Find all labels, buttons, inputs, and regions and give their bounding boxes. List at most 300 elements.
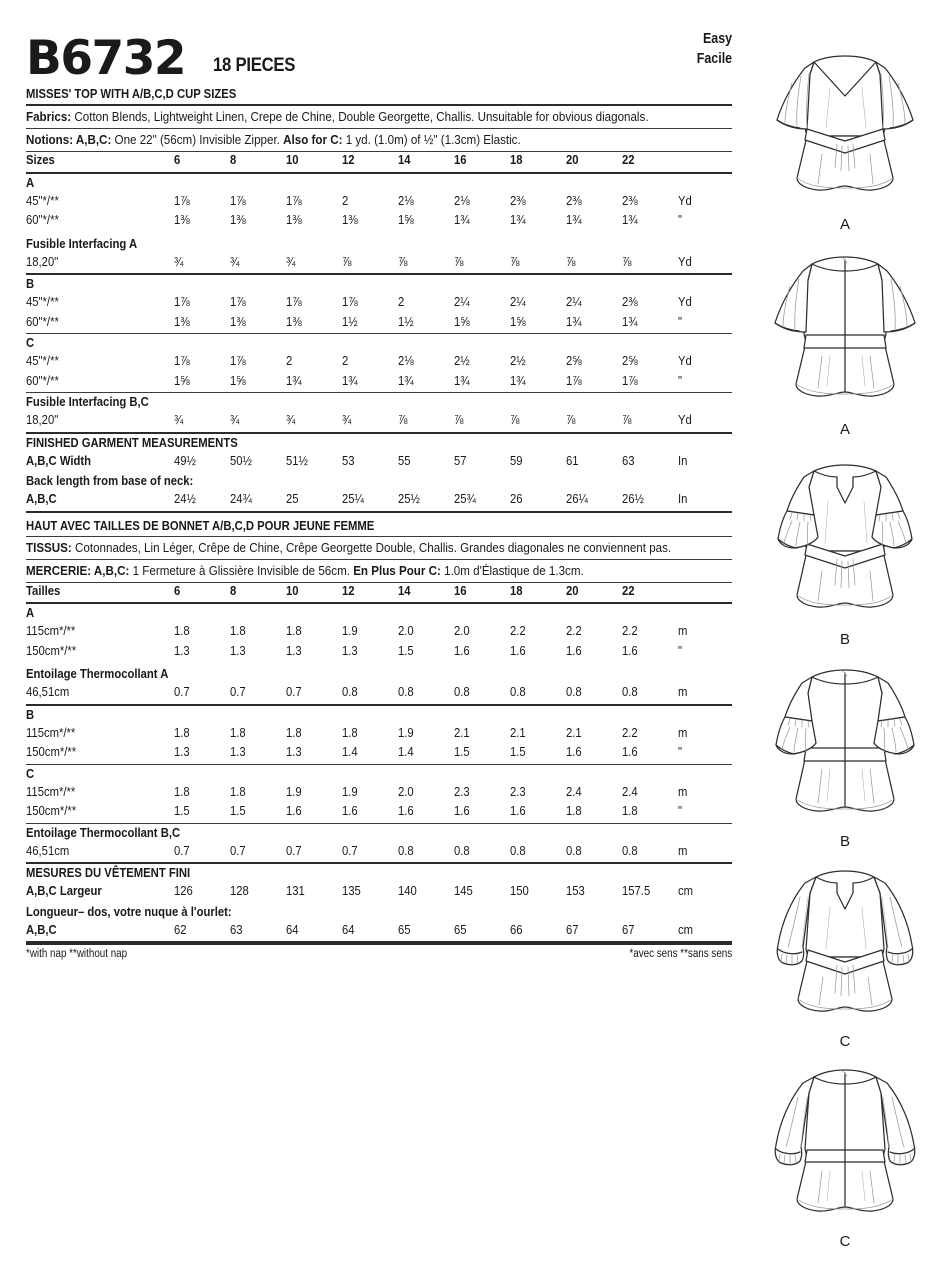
english-fabrics bbox=[26, 106, 732, 128]
row-value: 59 bbox=[510, 452, 523, 468]
row-value: 1¾ bbox=[510, 212, 526, 228]
row-value: 126 bbox=[174, 883, 193, 899]
row-value: 1⅝ bbox=[230, 372, 246, 388]
row-value: 1⅞ bbox=[286, 294, 302, 310]
illustration-a-front bbox=[752, 28, 938, 238]
row-value: 2⅜ bbox=[566, 192, 582, 208]
illustration-label: C bbox=[839, 1033, 851, 1050]
table-row bbox=[26, 684, 732, 704]
row-value: 64 bbox=[342, 921, 355, 937]
row-value: 50½ bbox=[230, 452, 252, 468]
illustration-c-back bbox=[752, 1053, 938, 1253]
notions-label: Notions: A,B,C: bbox=[26, 132, 112, 148]
row-unit: Yd bbox=[678, 253, 692, 269]
size-header-8: 8 bbox=[230, 582, 237, 598]
row-value: 1.6 bbox=[566, 642, 582, 658]
row-value: 1.8 bbox=[230, 783, 246, 799]
row-value: 1⅜ bbox=[174, 212, 190, 228]
row-label: 150cm*/** bbox=[26, 642, 77, 658]
row-value: 0.7 bbox=[286, 842, 302, 858]
unit-header bbox=[678, 583, 726, 598]
size-header-10: 10 bbox=[286, 152, 299, 168]
table-row bbox=[26, 353, 732, 373]
row-value: 1¾ bbox=[454, 372, 470, 388]
fabrics-text: Cotton Blends, Lightweight Linen, Crepe de Chine, Double Georgette, Challis. Unsuitable for obvious diagonals. bbox=[74, 109, 649, 124]
row-value: 1.5 bbox=[230, 803, 246, 819]
row-value: 1.8 bbox=[622, 803, 638, 819]
notions-label-2: Also for C: bbox=[283, 132, 343, 148]
row-value: 1.8 bbox=[174, 623, 190, 639]
row-value: 2¼ bbox=[510, 294, 526, 310]
row-value: 157.5 bbox=[622, 883, 651, 899]
english-title: MISSES' TOP WITH A/B,C,D CUP SIZES bbox=[26, 86, 237, 101]
table-row bbox=[26, 212, 732, 232]
row-value: ⅞ bbox=[622, 253, 632, 269]
row-value: ⅞ bbox=[566, 412, 576, 428]
difficulty-en: Easy bbox=[702, 31, 732, 47]
section-heading: Fusible Interfacing B,C bbox=[26, 394, 149, 410]
row-value: 24½ bbox=[174, 491, 196, 507]
row-value: 62 bbox=[174, 921, 187, 937]
row-label: 46,51cm bbox=[26, 684, 70, 700]
row-value: 0.7 bbox=[230, 684, 246, 700]
row-value: 51½ bbox=[286, 452, 308, 468]
row-value: 2⅛ bbox=[454, 192, 470, 208]
row-value: 1.3 bbox=[286, 744, 302, 760]
row-value: 1¾ bbox=[566, 313, 582, 329]
french-fabrics bbox=[26, 537, 732, 559]
row-value: 1¾ bbox=[286, 372, 302, 388]
row-value: 2.3 bbox=[454, 783, 470, 799]
row-value: 1.6 bbox=[286, 803, 302, 819]
table-row bbox=[26, 491, 732, 511]
row-value: 55 bbox=[398, 452, 411, 468]
size-header-22: 22 bbox=[622, 582, 635, 598]
row-value: 24¾ bbox=[230, 491, 252, 507]
row-value: 57 bbox=[454, 452, 467, 468]
row-value: 2.4 bbox=[566, 783, 582, 799]
row-value: 0.7 bbox=[230, 842, 246, 858]
size-header-12: 12 bbox=[342, 582, 355, 598]
french-notions bbox=[26, 560, 732, 582]
table-row bbox=[26, 453, 732, 473]
size-header-14: 14 bbox=[398, 582, 411, 598]
row-label: 18,20" bbox=[26, 412, 59, 428]
row-value: 1.3 bbox=[230, 744, 246, 760]
row-value: 26½ bbox=[622, 491, 644, 507]
footnote-left: *with nap **without nap bbox=[26, 948, 128, 961]
table-row bbox=[26, 373, 732, 393]
row-value: 0.7 bbox=[342, 842, 358, 858]
size-header-22: 22 bbox=[622, 152, 635, 168]
table-row bbox=[26, 623, 732, 643]
table-row bbox=[26, 843, 732, 863]
size-header-14: 14 bbox=[398, 152, 411, 168]
row-value: 1¾ bbox=[622, 313, 638, 329]
row-value: ⅞ bbox=[454, 412, 464, 428]
row-value: 1.8 bbox=[174, 783, 190, 799]
row-value: ⅞ bbox=[398, 412, 408, 428]
row-value: 0.8 bbox=[566, 684, 582, 700]
row-label: 60"*/** bbox=[26, 313, 59, 329]
row-value: 1.4 bbox=[342, 744, 358, 760]
row-value: 1⅞ bbox=[622, 372, 638, 388]
row-value: 1.8 bbox=[286, 724, 302, 740]
row-value: ¾ bbox=[286, 412, 296, 428]
row-value: 25½ bbox=[398, 491, 420, 507]
row-value: 1⅜ bbox=[174, 313, 190, 329]
section-heading: Longueur– dos, votre nuque à l'ourlet: bbox=[26, 903, 232, 919]
row-value: 2⅛ bbox=[398, 353, 414, 369]
row-unit: " bbox=[678, 803, 683, 819]
row-value: 0.8 bbox=[398, 684, 414, 700]
row-value: 0.7 bbox=[174, 684, 190, 700]
illustration-b-back bbox=[752, 653, 938, 853]
row-label: 150cm*/** bbox=[26, 803, 77, 819]
row-value: 1¾ bbox=[454, 212, 470, 228]
row-value: 1½ bbox=[342, 313, 358, 329]
notions-text-1: One 22" (56cm) Invisible Zipper. bbox=[114, 132, 280, 148]
row-value: 1⅜ bbox=[286, 212, 302, 228]
row-value: 1.6 bbox=[622, 744, 638, 760]
row-label: A,B,C Width bbox=[26, 452, 92, 468]
section-heading: Fusible Interfacing A bbox=[26, 235, 138, 251]
illustration-a-back bbox=[752, 238, 938, 443]
row-value: 1.4 bbox=[398, 744, 414, 760]
row-value: 49½ bbox=[174, 452, 196, 468]
row-value: 1⅞ bbox=[230, 353, 246, 369]
row-value: 1⅜ bbox=[230, 212, 246, 228]
row-value: 0.8 bbox=[398, 842, 414, 858]
row-value: 1⅜ bbox=[342, 212, 358, 228]
row-value: 65 bbox=[454, 921, 467, 937]
pattern-number: B6732 bbox=[26, 31, 186, 87]
row-value: 65 bbox=[398, 921, 411, 937]
row-value: 150 bbox=[510, 883, 529, 899]
row-label: 18,20" bbox=[26, 253, 59, 269]
row-value: 0.7 bbox=[286, 684, 302, 700]
table-row bbox=[26, 254, 732, 274]
fabrics-text: Cotonnades, Lin Léger, Crêpe de Chine, Crêpe Georgette Double, Challis. Grandes diagonales ne conviennent pas. bbox=[75, 539, 672, 555]
row-value: 1.3 bbox=[286, 642, 302, 658]
row-value: 1.5 bbox=[174, 803, 190, 819]
table-row bbox=[26, 725, 732, 745]
row-value: 2⅜ bbox=[622, 192, 638, 208]
row-value: 66 bbox=[510, 921, 523, 937]
row-value: ¾ bbox=[342, 412, 352, 428]
row-value: 1.8 bbox=[174, 724, 190, 740]
sizes-label: Sizes bbox=[26, 152, 55, 168]
notions-label-2: En Plus Pour C: bbox=[353, 562, 441, 578]
row-value: 1.6 bbox=[342, 803, 358, 819]
row-unit: cm bbox=[678, 921, 694, 937]
notions-text-2: 1.0m d'Élastique de 1.3cm. bbox=[444, 562, 584, 578]
english-yardage-table bbox=[26, 174, 732, 513]
section-heading: B bbox=[26, 276, 35, 292]
section-heading: Entoilage Thermocollant A bbox=[26, 666, 169, 682]
row-value: 1.9 bbox=[286, 783, 302, 799]
row-value: 2 bbox=[398, 294, 405, 310]
row-unit: " bbox=[678, 212, 683, 228]
row-value: 1.9 bbox=[342, 783, 358, 799]
english-notions bbox=[26, 129, 732, 151]
row-unit: In bbox=[678, 452, 688, 468]
illustration-label: A bbox=[839, 216, 850, 233]
size-header-20: 20 bbox=[566, 582, 579, 598]
row-unit: Yd bbox=[678, 192, 692, 208]
row-value: 1.8 bbox=[566, 803, 582, 819]
section-heading: B bbox=[26, 706, 35, 722]
row-value: 1⅞ bbox=[174, 192, 190, 208]
row-value: 128 bbox=[230, 883, 249, 899]
row-value: 0.8 bbox=[342, 684, 358, 700]
illustration-label: B bbox=[839, 833, 850, 850]
row-value: 153 bbox=[566, 883, 585, 899]
row-value: 1⅝ bbox=[174, 372, 190, 388]
row-label: 115cm*/** bbox=[26, 783, 76, 799]
row-value: 1.3 bbox=[174, 744, 190, 760]
spec-tables-column bbox=[26, 24, 732, 960]
table-row bbox=[26, 412, 732, 432]
section-heading: Entoilage Thermocollant B,C bbox=[26, 824, 181, 840]
row-value: 1⅞ bbox=[174, 294, 190, 310]
footnotes-row bbox=[26, 945, 732, 960]
table-row bbox=[26, 784, 732, 804]
row-unit: " bbox=[678, 744, 683, 760]
row-value: 140 bbox=[398, 883, 417, 899]
size-header-18: 18 bbox=[510, 152, 523, 168]
row-value: 1⅝ bbox=[510, 313, 526, 329]
row-value: ¾ bbox=[174, 253, 184, 269]
row-value: 53 bbox=[342, 452, 355, 468]
notions-text-2: 1 yd. (1.0m) of ½" (1.3cm) Elastic. bbox=[345, 132, 521, 148]
row-value: 1¾ bbox=[342, 372, 358, 388]
row-label: 46,51cm bbox=[26, 842, 70, 858]
row-value: 2 bbox=[342, 192, 349, 208]
size-header-12: 12 bbox=[342, 152, 355, 168]
row-value: 1⅞ bbox=[286, 192, 302, 208]
difficulty-fr: Facile bbox=[696, 50, 732, 67]
french-yardage-table bbox=[26, 604, 732, 943]
row-value: 2¼ bbox=[566, 294, 582, 310]
table-row bbox=[26, 744, 732, 764]
row-value: 1.9 bbox=[342, 623, 358, 639]
row-label: 115cm*/** bbox=[26, 623, 76, 639]
size-header-6: 6 bbox=[174, 582, 181, 598]
row-value: 2⅝ bbox=[566, 353, 582, 369]
row-value: 2.1 bbox=[510, 724, 526, 740]
row-value: 25¾ bbox=[454, 491, 476, 507]
row-value: 2 bbox=[286, 353, 293, 369]
french-title: HAUT AVEC TAILLES DE BONNET A/B,C,D POUR JEUNE FEMME bbox=[26, 517, 375, 533]
table-row bbox=[26, 294, 732, 314]
row-value: 1¾ bbox=[566, 212, 582, 228]
row-value: 2⅜ bbox=[510, 192, 526, 208]
row-value: ⅞ bbox=[510, 253, 520, 269]
illustration-label: A bbox=[839, 421, 850, 438]
row-value: 64 bbox=[286, 921, 299, 937]
row-value: 63 bbox=[230, 921, 243, 937]
row-value: 1⅞ bbox=[566, 372, 582, 388]
row-unit: " bbox=[678, 313, 683, 329]
row-value: 1¾ bbox=[510, 372, 526, 388]
illustration-label: C bbox=[839, 1233, 851, 1250]
row-value: 1.6 bbox=[454, 642, 470, 658]
row-value: 1⅝ bbox=[454, 313, 470, 329]
table-row bbox=[26, 922, 732, 942]
row-value: ⅞ bbox=[454, 253, 464, 269]
row-value: 1.3 bbox=[342, 642, 358, 658]
table-row bbox=[26, 314, 732, 334]
row-value: 26 bbox=[510, 491, 523, 507]
row-value: 2.3 bbox=[510, 783, 526, 799]
row-value: 1½ bbox=[398, 313, 414, 329]
row-value: 1¾ bbox=[398, 372, 414, 388]
unit-header bbox=[678, 152, 726, 167]
table-row bbox=[26, 643, 732, 663]
row-label: 60"*/** bbox=[26, 372, 59, 388]
pieces-count: 18 PIECES bbox=[213, 55, 296, 76]
row-value: ¾ bbox=[286, 253, 296, 269]
row-unit: Yd bbox=[678, 412, 692, 428]
row-value: 2.2 bbox=[510, 623, 526, 639]
illustration-b-front bbox=[752, 443, 938, 653]
row-value: 2.2 bbox=[622, 724, 638, 740]
row-value: 2.2 bbox=[566, 623, 582, 639]
row-value: 131 bbox=[286, 883, 305, 899]
section-heading: A bbox=[26, 174, 35, 190]
english-sizes-header-row bbox=[26, 152, 732, 172]
row-label: 115cm*/** bbox=[26, 724, 76, 740]
row-value: 67 bbox=[566, 921, 579, 937]
row-value: 1.6 bbox=[510, 803, 526, 819]
row-value: 1.6 bbox=[566, 744, 582, 760]
row-value: ¾ bbox=[230, 412, 240, 428]
row-value: 0.8 bbox=[622, 684, 638, 700]
row-unit: m bbox=[678, 724, 688, 740]
row-unit: m bbox=[678, 842, 688, 858]
section-heading: C bbox=[26, 335, 35, 351]
row-value: 1⅞ bbox=[230, 294, 246, 310]
row-value: 1.6 bbox=[398, 803, 414, 819]
footnote-right: *avec sens **sans sens bbox=[629, 948, 732, 961]
row-value: 2⅜ bbox=[622, 294, 638, 310]
row-value: 1⅞ bbox=[174, 353, 190, 369]
row-value: 2.0 bbox=[454, 623, 470, 639]
row-unit: In bbox=[678, 491, 688, 507]
row-value: 1.6 bbox=[454, 803, 470, 819]
row-value: 2¼ bbox=[454, 294, 470, 310]
row-value: 1.3 bbox=[174, 642, 190, 658]
row-unit: " bbox=[678, 372, 683, 388]
row-value: 0.8 bbox=[510, 684, 526, 700]
row-value: 1.6 bbox=[622, 642, 638, 658]
row-value: 1⅜ bbox=[230, 313, 246, 329]
row-value: 2 bbox=[342, 353, 349, 369]
size-header-16: 16 bbox=[454, 582, 467, 598]
row-value: 1⅞ bbox=[230, 192, 246, 208]
notions-text-1: 1 Fermeture à Glissière Invisible de 56cm. bbox=[132, 562, 350, 578]
row-value: ¾ bbox=[230, 253, 240, 269]
row-value: 2½ bbox=[510, 353, 526, 369]
row-value: 25 bbox=[286, 491, 299, 507]
size-header-10: 10 bbox=[286, 582, 299, 598]
table-row bbox=[26, 883, 732, 903]
row-value: 0.8 bbox=[454, 684, 470, 700]
row-value: 1.5 bbox=[454, 744, 470, 760]
row-value: 0.8 bbox=[454, 842, 470, 858]
size-header-6: 6 bbox=[174, 152, 181, 168]
row-value: 1⅜ bbox=[286, 313, 302, 329]
row-value: 67 bbox=[622, 921, 635, 937]
table-row bbox=[26, 193, 732, 213]
row-label: 150cm*/** bbox=[26, 744, 77, 760]
row-value: 135 bbox=[342, 883, 361, 899]
section-heading: FINISHED GARMENT MEASUREMENTS bbox=[26, 434, 238, 450]
row-unit: Yd bbox=[678, 353, 692, 369]
row-label: A,B,C bbox=[26, 491, 57, 507]
notions-label: MERCERIE: A,B,C: bbox=[26, 562, 130, 578]
row-value: 2.0 bbox=[398, 783, 414, 799]
fabrics-label: TISSUS: bbox=[26, 539, 72, 555]
row-value: ¾ bbox=[174, 412, 184, 428]
row-unit: m bbox=[678, 623, 688, 639]
sizes-label: Tailles bbox=[26, 582, 61, 598]
section-heading: C bbox=[26, 765, 35, 781]
row-label: 45"*/** bbox=[26, 353, 59, 369]
french-sizes-header-row bbox=[26, 583, 732, 603]
row-value: 61 bbox=[566, 452, 579, 468]
row-value: 2⅝ bbox=[622, 353, 638, 369]
row-value: 1.5 bbox=[398, 642, 414, 658]
size-header-16: 16 bbox=[454, 152, 467, 168]
row-value: 63 bbox=[622, 452, 635, 468]
row-value: ⅞ bbox=[622, 412, 632, 428]
row-value: 1.5 bbox=[510, 744, 526, 760]
row-value: 1.8 bbox=[230, 623, 246, 639]
row-value: 1.8 bbox=[342, 724, 358, 740]
row-unit: cm bbox=[678, 883, 694, 899]
header-row bbox=[26, 24, 732, 87]
row-label: 45"*/** bbox=[26, 192, 59, 208]
row-value: 2.1 bbox=[566, 724, 582, 740]
size-header-18: 18 bbox=[510, 582, 523, 598]
row-value: 1⅞ bbox=[342, 294, 358, 310]
row-value: 1¾ bbox=[622, 212, 638, 228]
size-header-20: 20 bbox=[566, 152, 579, 168]
row-value: ⅞ bbox=[510, 412, 520, 428]
row-value: 25¼ bbox=[342, 491, 364, 507]
row-value: 1.8 bbox=[230, 724, 246, 740]
row-unit: Yd bbox=[678, 294, 692, 310]
row-value: 26¼ bbox=[566, 491, 588, 507]
row-value: 1.9 bbox=[398, 724, 414, 740]
row-value: 1.3 bbox=[230, 642, 246, 658]
row-value: 0.8 bbox=[622, 842, 638, 858]
row-value: 2⅛ bbox=[398, 192, 414, 208]
fabrics-label: Fabrics: bbox=[26, 109, 72, 124]
row-value: 0.8 bbox=[566, 842, 582, 858]
row-label: 60"*/** bbox=[26, 212, 59, 228]
row-unit: m bbox=[678, 684, 688, 700]
row-label: A,B,C Largeur bbox=[26, 883, 102, 899]
row-value: 0.7 bbox=[174, 842, 190, 858]
row-value: ⅞ bbox=[342, 253, 352, 269]
section-heading: MESURES DU VÊTEMENT FINI bbox=[26, 865, 191, 881]
row-value: 145 bbox=[454, 883, 473, 899]
illustration-c-front bbox=[752, 853, 938, 1053]
size-header-8: 8 bbox=[230, 152, 237, 168]
